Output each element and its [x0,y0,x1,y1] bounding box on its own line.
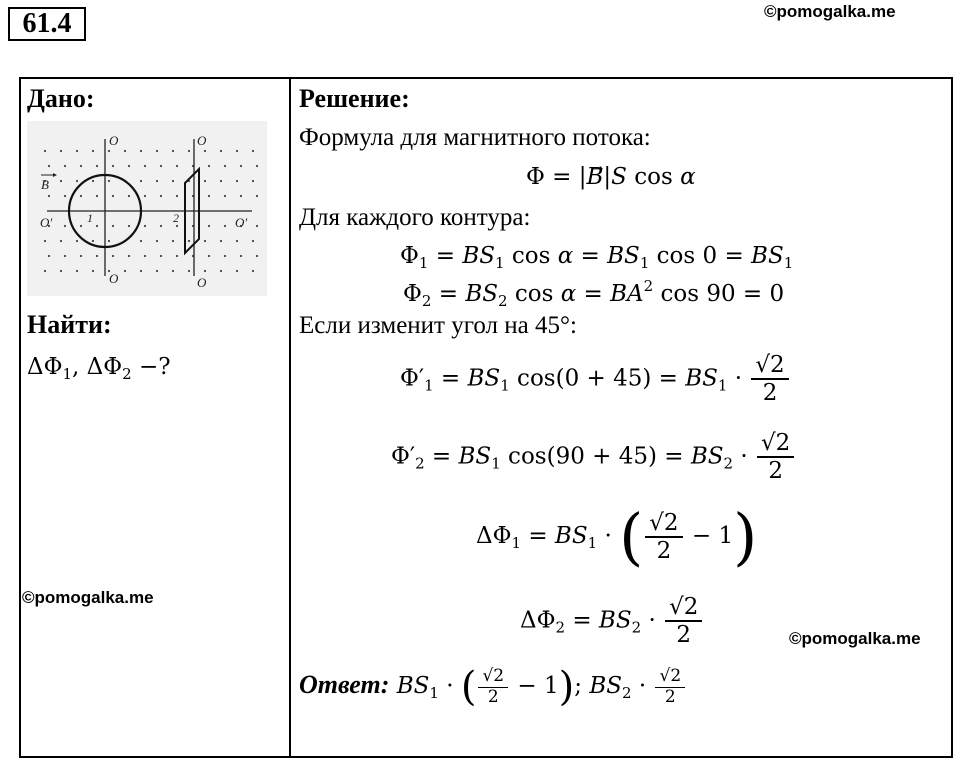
field-dot [256,165,258,167]
field-dot [80,255,82,257]
field-dot [188,240,190,242]
field-dot [60,180,62,182]
answer-line: Ответ: $BS_1$ · ( $\frac{√2}{2}$ − 1); $BS_2$ · $\frac{√2}{2}$ [299,667,687,707]
field-dot [252,240,254,242]
field-dot [224,225,226,227]
field-dot [256,195,258,197]
field-dot [176,165,178,167]
watermark-top: ©pomogalka.me [764,2,896,21]
field-dot [160,255,162,257]
field-dot [224,165,226,167]
field-dot [172,270,174,272]
magnetic-field-diagram [27,121,267,296]
flux-2-prime-equation: $\Phi'_2 = BS_1$ $\cos(90 + 45) = BS_2$ · $\frac{√2}{2}$ [391,430,796,485]
field-dot [208,195,210,197]
field-dot [76,270,78,272]
column-divider [289,77,291,758]
flux-1-equation: $\Phi_1 = BS_1$ $\cos \alpha = BS_1$ $\cos 0 = BS_1$ [400,243,794,272]
field-dot [60,150,62,152]
field-dot [160,165,162,167]
label-o-bottom-right: O [197,275,207,290]
field-dot [48,165,50,167]
field-dot [64,165,66,167]
field-dot [128,255,130,257]
field-dot [176,255,178,257]
problem-number: 61.4 [8,7,86,41]
field-dot [60,240,62,242]
field-dot [240,195,242,197]
field-dot [124,270,126,272]
field-dot [96,225,98,227]
field-dot [80,165,82,167]
field-dot [252,150,254,152]
flux-2-equation: $\Phi_2 = BS_2$ $\cos \alpha = BA^2$ cos 90 = 0 [403,277,785,310]
field-dot [252,270,254,272]
field-dot [76,180,78,182]
field-dot [208,165,210,167]
field-dot [48,255,50,257]
field-dot [96,255,98,257]
field-dot [188,270,190,272]
field-dot [176,225,178,227]
field-dot [92,270,94,272]
field-dot [60,270,62,272]
field-dot [252,180,254,182]
watermark-left: ©pomogalka.me [22,588,154,607]
field-dot [236,240,238,242]
field-dot [44,150,46,152]
label-o-prime-left: O′ [40,215,53,230]
field-dot [44,240,46,242]
field-dot [108,240,110,242]
field-dot [144,225,146,227]
label-o-top-right: O [197,133,207,148]
label-field-b: B [41,177,49,192]
field-dot [92,150,94,152]
field-dot [80,195,82,197]
field-dot [204,150,206,152]
field-dot [220,180,222,182]
field-dot [156,180,158,182]
field-dot [112,255,114,257]
find-title: Найти: [27,310,112,339]
field-dot [208,255,210,257]
flux-formula: Φ = |B⃗|S cos α [526,164,696,190]
field-dot [96,165,98,167]
field-dot [256,255,258,257]
answer-label: Ответ: [299,670,390,700]
field-dot [176,195,178,197]
field-dot [140,180,142,182]
loops-figure [27,121,267,296]
field-dot [80,225,82,227]
field-dot [156,150,158,152]
field-dot [172,240,174,242]
angle-change-label: Если изменит угол на 45°: [299,312,577,339]
field-dot [112,165,114,167]
field-dot [220,270,222,272]
flux-formula-label: Формула для магнитного потока: [299,124,651,151]
field-dot [92,240,94,242]
field-dot [188,150,190,152]
field-dot [140,240,142,242]
delta-flux-1-equation: $\Delta\Phi_1 = BS_1$ · ( $\frac{√2}{2}$ − 1) [476,500,758,573]
field-dot [204,240,206,242]
field-dot [96,195,98,197]
field-dot [144,165,146,167]
field-dot [236,270,238,272]
field-dot [256,225,258,227]
field-dot [220,240,222,242]
field-dot [160,225,162,227]
field-dot [220,150,222,152]
field-dot [224,195,226,197]
field-dot [140,150,142,152]
label-loop-1: 1 [87,211,93,225]
field-dot [128,165,130,167]
field-dot [92,180,94,182]
field-dot [240,165,242,167]
solution-title: Решение: [299,84,410,113]
given-title: Дано: [27,84,95,113]
field-dot [124,150,126,152]
label-o-prime-right: O′ [235,215,248,230]
field-dot [160,195,162,197]
label-o-bottom-left: O [109,271,119,286]
field-dot [128,225,130,227]
field-dot [76,240,78,242]
field-dot [208,225,210,227]
field-dot [236,180,238,182]
field-dot [108,180,110,182]
field-dot [140,270,142,272]
field-dot [236,150,238,152]
field-dot [156,270,158,272]
find-expression: $\Delta\Phi_1$, $\Delta\Phi_2$ −? [27,354,171,383]
field-dot [44,270,46,272]
field-dot [204,180,206,182]
field-dot [64,225,66,227]
label-o-top-left: O [109,133,119,148]
field-dot [128,195,130,197]
field-dot [48,195,50,197]
field-dot [112,225,114,227]
field-dot [76,150,78,152]
field-dot [64,195,66,197]
flux-1-prime-equation: $\Phi'_1 = BS_1$ $\cos(0 + 45) = BS_1$ · $\frac{√2}{2}$ [400,352,791,407]
field-dot [204,270,206,272]
watermark-right: ©pomogalka.me [789,629,921,648]
field-dot [240,255,242,257]
field-dot [112,195,114,197]
each-contour-label: Для каждого контура: [299,204,531,231]
field-dot [172,150,174,152]
field-dot [144,255,146,257]
delta-flux-2-equation: $\Delta\Phi_2 = BS_2$ · $\frac{√2}{2}$ [520,594,704,649]
field-dot [144,195,146,197]
field-dot [156,240,158,242]
field-dot [172,180,174,182]
field-dot [108,150,110,152]
field-dot [64,255,66,257]
field-dot [224,255,226,257]
label-loop-2: 2 [173,211,179,225]
